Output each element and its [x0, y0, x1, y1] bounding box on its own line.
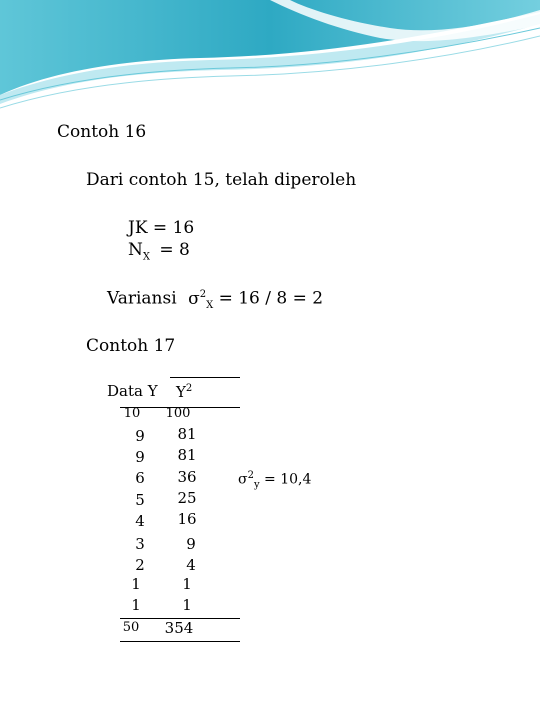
table-total-y: 50: [122, 620, 140, 635]
jk-value: = 16: [152, 218, 195, 238]
nx-line: [128, 242, 190, 262]
variansi-label: Variansi: [107, 288, 177, 309]
jk-line: [128, 220, 194, 237]
table-cell-y: 5: [135, 491, 145, 509]
table-header-data-y: Data Y: [107, 382, 158, 400]
table-cell-y2: 9: [186, 535, 196, 553]
table-cell-y2: 4: [186, 556, 196, 574]
sigma-y-sub: y: [253, 479, 260, 491]
table-bottom-rule: [120, 641, 240, 642]
table-cell-y2: 1: [182, 596, 192, 614]
table-cell-y: 1: [131, 596, 141, 614]
table-cell-y2: 81: [177, 446, 197, 464]
table-cell-y2: 100: [165, 406, 191, 421]
table-cell-y: 9: [135, 448, 145, 466]
table-header-y2: $Y^2$: [176, 383, 193, 401]
table-cell-y: 2: [135, 556, 145, 574]
table-top-rule: [170, 377, 240, 378]
table-cell-y: 1: [131, 575, 141, 593]
variansi-sup: 2: [199, 289, 207, 300]
table-cell-y2: 25: [177, 489, 197, 507]
sigma-symbol: σ: [188, 288, 200, 309]
heading-contoh-17: Contoh 17: [86, 336, 176, 356]
variansi-expr: = 16 / 8 = 2: [218, 288, 324, 309]
table-cell-y: 10: [123, 406, 141, 421]
variansi-sub: X: [206, 300, 214, 312]
intro-text: Dari contoh 15, telah diperoleh: [86, 170, 357, 190]
table-cell-y2: 36: [177, 468, 197, 486]
table-cell-y: 6: [135, 469, 145, 487]
table-cell-y2: 16: [177, 510, 197, 528]
variansi-line: [107, 290, 323, 311]
nx-value: = 8: [159, 240, 190, 260]
table-cell-y: 4: [135, 512, 145, 530]
sigma-y-value: = 10,4: [264, 471, 312, 488]
nx-label: N: [128, 240, 143, 260]
sigma-y-symbol: σ: [238, 471, 248, 488]
heading-contoh-16: Contoh 16: [57, 122, 147, 142]
nx-subscript: X: [142, 251, 150, 263]
table-total-y2: 354: [164, 619, 194, 637]
table-cell-y2: 81: [177, 425, 197, 443]
sigma-y-result: [238, 471, 311, 490]
sigma-y-sup: 2: [247, 470, 254, 481]
decorative-wave-banner: [0, 0, 540, 115]
table-cell-y: 9: [135, 427, 145, 445]
jk-label: JK: [128, 218, 148, 238]
table-cell-y: 3: [135, 535, 145, 553]
table-cell-y2: 1: [182, 575, 192, 593]
